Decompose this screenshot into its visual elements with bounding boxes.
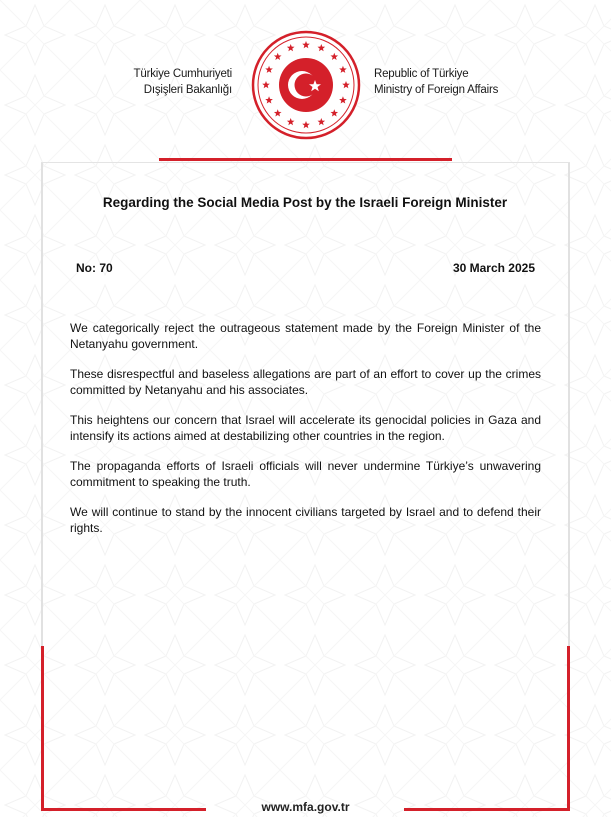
frame-bottom-left-red [41,808,206,811]
document-date: 30 March 2025 [452,261,535,275]
ministry-name-english [374,66,524,98]
header-right-line2: Ministry of Foreign Affairs [374,84,499,96]
document-number: No: 70 [76,261,113,275]
document-title: Regarding the Social Media Post by the Israeli Foreign Minister [102,195,508,210]
frame-top-border [41,162,570,163]
frame-bottom-right-red [404,808,570,811]
document-body [70,320,541,550]
frame-top-red-accent [159,158,452,161]
ministry-name-turkish [118,66,232,98]
paragraph: We categorically reject the outrageous statement made by the Foreign Minister of the Netanyahu government. [70,321,541,351]
frame-left-red-accent [41,646,44,811]
header-right-line1: Republic of Türkiye [374,68,469,80]
paragraph: We will continue to stand by the innocent civilians targeted by Israel and to defend their rights. [70,505,541,535]
paragraph: The propaganda efforts of Israeli officials will never undermine Türkiye’s unwavering commitment to speaking the truth. [70,459,541,489]
website-link[interactable]: www.mfa.gov.tr [261,800,350,814]
header-left-line1: Türkiye Cumhuriyeti [133,68,232,80]
mfa-emblem-icon [251,30,361,140]
frame-right-red-accent [567,646,570,811]
paragraph: These disrespectful and baseless allegations are part of an effort to cover up the crimes committed by Netanyahu and his associates. [70,367,541,397]
header-left-line2: Dışişleri Bakanlığı [143,84,232,96]
paragraph: This heightens our concern that Israel will accelerate its genocidal policies in Gaza and intensify its actions aimed at destabilizing other countries in the region. [70,413,541,443]
